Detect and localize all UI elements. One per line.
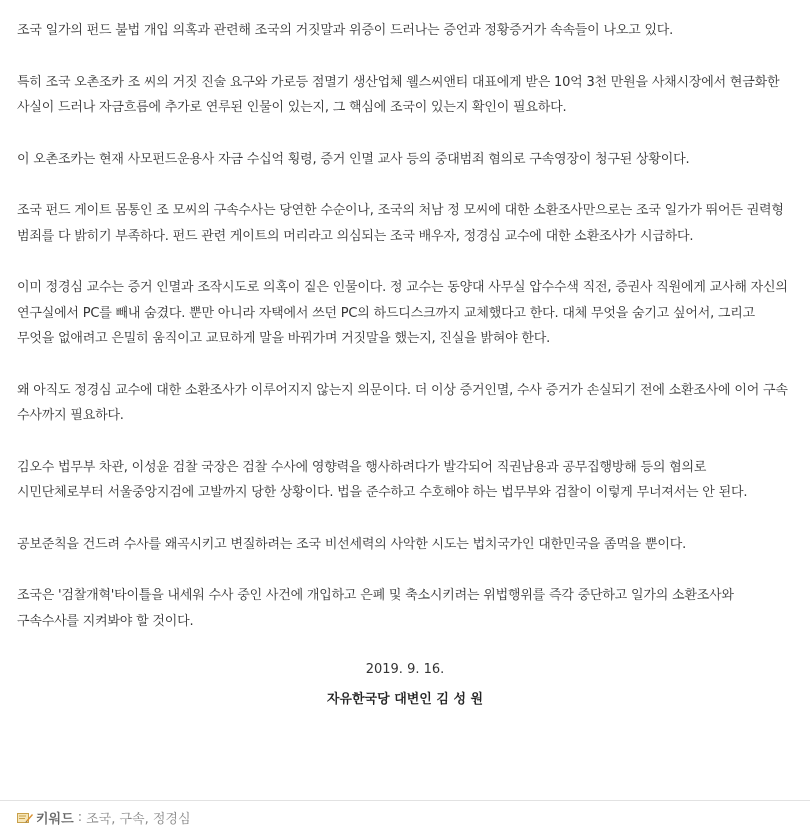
article-paragraph: 김오수 법무부 차관, 이성윤 검찰 국장은 검찰 수사에 영향력을 행사하려다가 발각되어 직권남용과 공무집행방해 등의 혐의로 시민단체로부터 서울중앙지검에 고발까지 당한 상황이다. 법을 준수하고 수호해야 하는 법무부와 검찰이 이렇게 무너져서는 안 된다. [17, 459, 748, 500]
article-paragraph: 이 오촌조카는 현재 사모펀드운용사 자금 수십억 횡령, 증거 인멸 교사 등의 중대범죄 혐의로 구속영장이 청구된 상황이다. [17, 151, 690, 167]
press-release-body [17, 18, 793, 710]
article-paragraph: 특히 조국 오촌조카 조 씨의 거짓 진술 요구와 가로등 점멸기 생산업체 웰스씨앤티 대표에게 받은 10억 3천 만원을 사채시장에서 현금화한 사실이 드러나 자금흐름에 추가로 연루된 인물이 있는지, 그 핵심에 조국이 있는지 확인이 필요하다. [17, 74, 780, 115]
article-paragraph: 조국은 '검찰개혁'타이틀을 내세워 수사 중인 사건에 개입하고 은폐 및 축소시키려는 위법행위를 즉각 중단하고 일가의 소환조사와 구속수사를 지켜봐야 할 것이다. [17, 588, 734, 629]
article-paragraph: 왜 아직도 정경심 교수에 대한 소환조사가 이루어지지 않는지 의문이다. 더 이상 증거인멸, 수사 증거가 손실되기 전에 소환조사에 이어 구속 수사까지 필요하다. [17, 382, 788, 423]
article-paragraph: 공보준칙을 건드려 수사를 왜곡시키고 변질하려는 조국 비선세력의 사악한 시도는 법치국가인 대한민국을 좀먹을 뿐이다. [17, 536, 687, 552]
keyword-separator: : [77, 810, 83, 825]
article-paragraph: 이미 정경심 교수는 증거 인멸과 조작시도로 의혹이 짙은 인물이다. 정 교수는 동양대 사무실 압수수색 직전, 증권사 직원에게 교사해 자신의 연구실에서 PC를 빼내 숨겼다. 뿐만 아니라 자택에서 쓰던 PC의 하드디스크까지 교체했다고 한다. 대체 무엇을 숨기고 싶어서, 그리고 무엇을 없애려고 은밀히 움직이고 교묘하게 말을 바꿔가며 거짓말을 했는지, 진실을 밝혀야 한다. [17, 280, 788, 346]
keyword-bar [0, 800, 810, 834]
signature-block [17, 660, 793, 710]
article-paragraph: 조국 일가의 펀드 불법 개입 의혹과 관련해 조국의 거짓말과 위증이 드러나는 증언과 정황증거가 속속들이 나오고 있다. [17, 23, 674, 38]
keyword-list: 조국, 구속, 정경심 [86, 812, 191, 827]
pencil-note-icon [17, 812, 33, 824]
article-paragraph: 조국 펀드 게이트 몸통인 조 모씨의 구속수사는 당연한 수순이나, 조국의 처남 정 모씨에 대한 소환조사만으로는 조국 일가가 뛰어든 권력형 범죄를 다 밝히기 부족하다. 펀드 관련 게이트의 머리라고 의심되는 조국 배우자, 정경심 교수에 대한 소환조사가 시급하다. [17, 203, 784, 244]
keyword-label: 키워드 [36, 812, 74, 827]
spokesperson-signature: 자유한국당 대변인 김 성 원 [326, 692, 484, 707]
release-date: 2019. 9. 16. [365, 662, 445, 677]
